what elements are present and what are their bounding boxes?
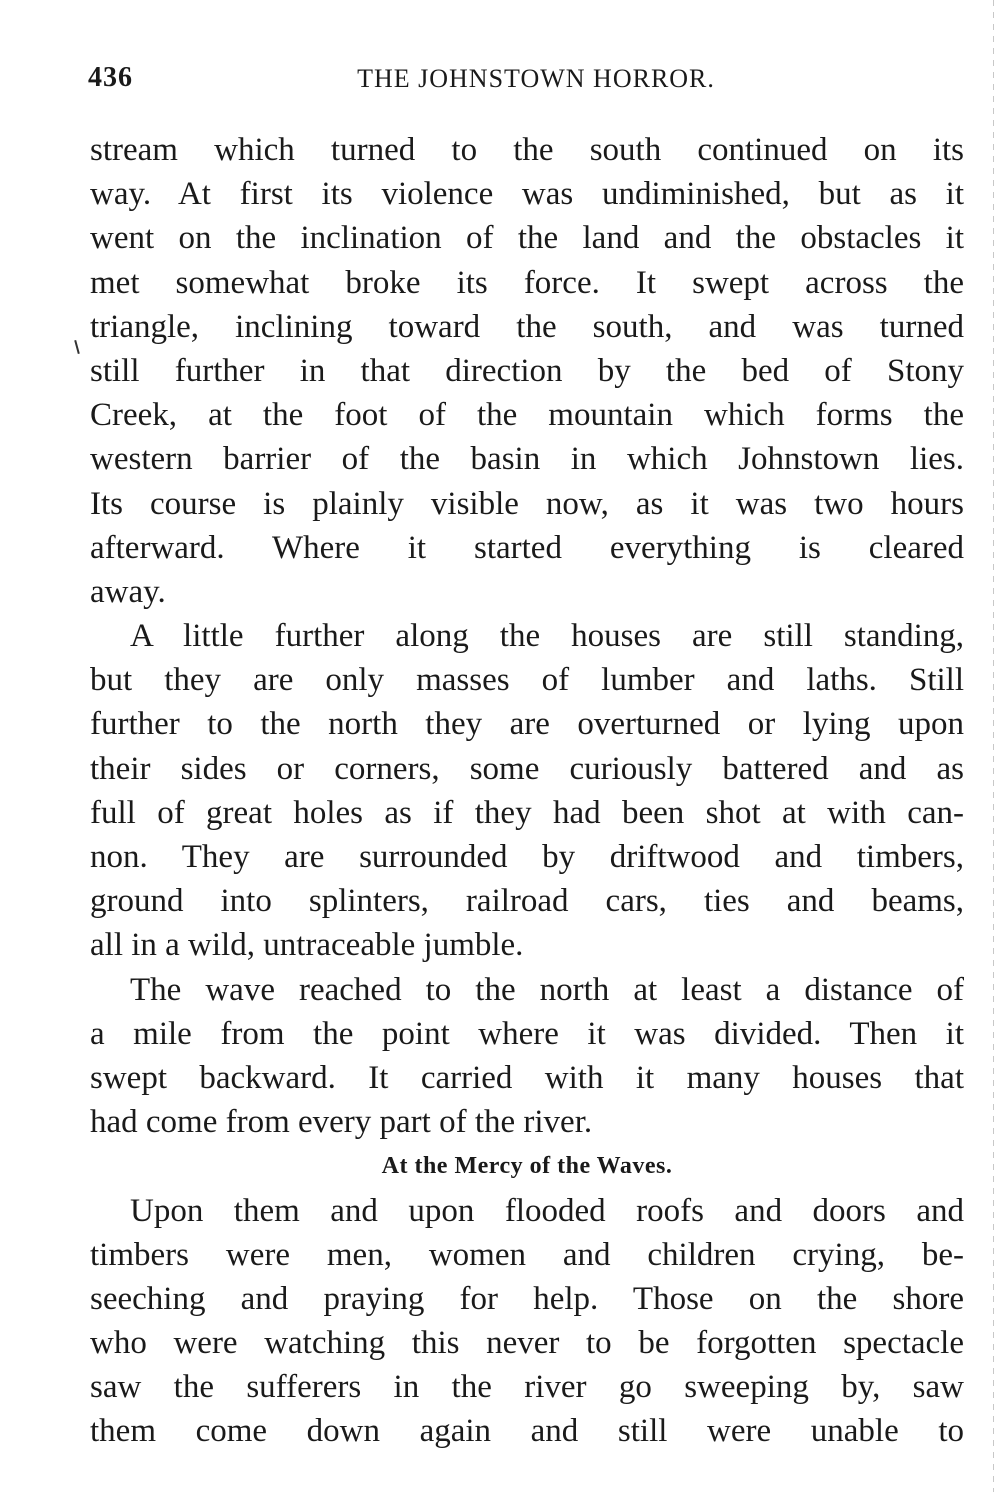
text-line: afterward. Where it started everything is cleared bbox=[90, 529, 964, 566]
text-line: triangle, inclining toward the south, and was turned bbox=[90, 308, 964, 345]
text-line: Creek, at the foot of the mountain which forms the bbox=[90, 397, 964, 434]
text-line: away. bbox=[90, 573, 166, 610]
text-line: full of great holes as if they had been shot at with can- bbox=[90, 794, 964, 831]
text-line: western barrier of the basin in which Johnstown lies. bbox=[90, 441, 964, 478]
text-line: had come from every part of the river. bbox=[90, 1104, 593, 1141]
text-line: seeching and praying for help. Those on the shore bbox=[90, 1280, 964, 1317]
text-line: way. At first its violence was undiminished, but as it bbox=[90, 176, 964, 213]
text-line: non. They are surrounded by driftwood and timbers, bbox=[90, 839, 964, 875]
text-line: a mile from the point where it was divided. Then it bbox=[90, 1015, 964, 1052]
page-edge-scan-artifact bbox=[993, 0, 994, 1492]
text-line: swept backward. It carried with it many houses that bbox=[90, 1059, 964, 1096]
margin-mark bbox=[74, 340, 80, 354]
text-line: A little further along the houses are still standing, bbox=[130, 618, 964, 655]
body-text bbox=[90, 128, 964, 1454]
text-line: who were watching this never to be forgotten spectacle bbox=[90, 1325, 964, 1362]
running-title: THE JOHNSTOWN HORROR. bbox=[357, 64, 715, 93]
text-line: still further in that direction by the bed of Stony bbox=[90, 352, 964, 389]
page-number: 436 bbox=[88, 62, 133, 93]
text-line: them come down again and still were unable to bbox=[90, 1413, 964, 1450]
text-line: further to the north they are overturned or lying upon bbox=[90, 706, 964, 743]
text-line: went on the inclination of the land and the obstacles it bbox=[90, 220, 964, 257]
text-line: saw the sufferers in the river go sweeping by, saw bbox=[90, 1369, 964, 1406]
text-line: their sides or corners, some curiously battered and as bbox=[90, 750, 964, 787]
text-line: stream which turned to the south continued on its bbox=[90, 132, 964, 168]
text-line: met somewhat broke its force. It swept across the bbox=[90, 264, 964, 301]
text-line: all in a wild, untraceable jumble. bbox=[90, 927, 524, 964]
section-heading: At the Mercy of the Waves. bbox=[381, 1153, 673, 1180]
text-line: The wave reached to the north at least a distance of bbox=[130, 971, 964, 1008]
text-line: Its course is plainly visible now, as it was two hours bbox=[90, 485, 964, 522]
text-line: timbers were men, women and children crying, be- bbox=[90, 1236, 964, 1273]
text-line: ground into splinters, railroad cars, ties and beams, bbox=[90, 883, 964, 920]
text-line: but they are only masses of lumber and laths. Still bbox=[90, 662, 964, 699]
text-line: Upon them and upon flooded roofs and doors and bbox=[130, 1192, 964, 1229]
running-head bbox=[88, 62, 964, 102]
